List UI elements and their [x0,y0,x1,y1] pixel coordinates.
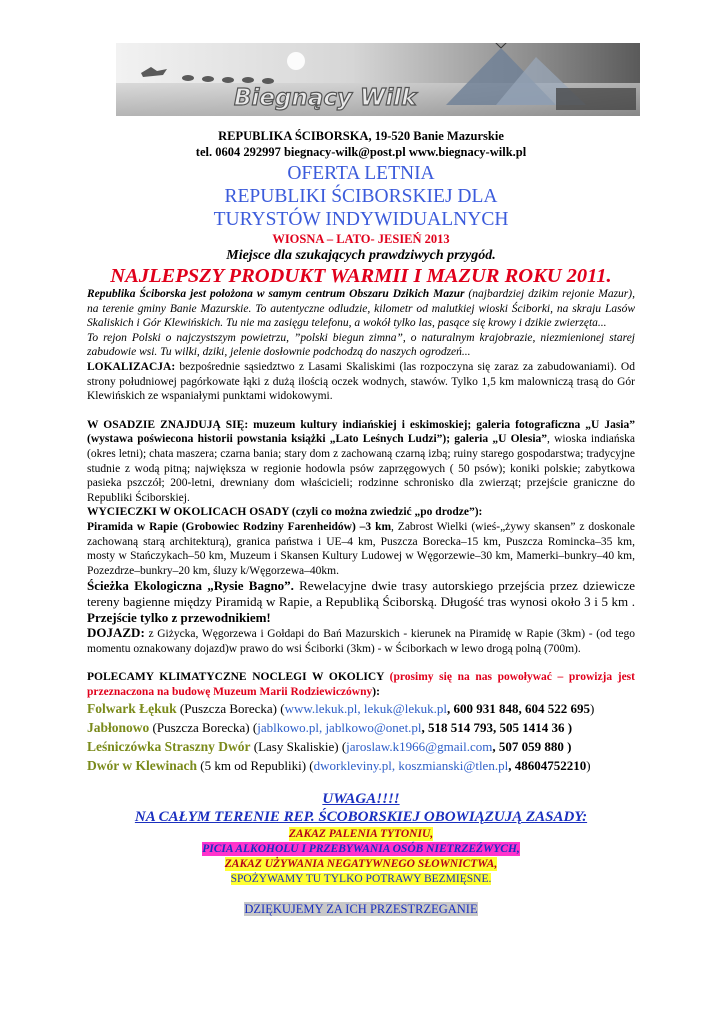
eco-path-title: Ścieżka Ekologiczna „Rysie Bagno”. [87,578,294,594]
directions-text: z Giżycka, Węgorzewa i Gołdapi do Bań Mazurskich - kierunek na Piramidę w Rapie (3km) - (od tego momentu oznakowany dojazd)w prawo do wsi Ściborki (3km) - w Ściborkach w lewo drogą polną (700m). [87,628,635,655]
lodging-link[interactable]: jaroslaw.k1966@gmail.com [346,738,493,754]
intro-paragraph [87,287,635,331]
lodging-item [87,757,635,776]
motto: Miejsce dla szukających prawdziwych przygód. [226,248,496,263]
lodging-phone: , 518 514 793, 505 1414 36 ) [421,719,573,735]
lodging-place: (Puszcza Borecka) ( [176,700,285,716]
pyramid-lead: Piramida w Rapie (Grobowiec Rodziny Farenheidów) –3 km [87,520,392,533]
settlement-lead: W OSADZIE ZNAJDUJĄ SIĘ: muzeum kultury indiańskiej i eskimoskiej; galeria fotograficzna „U Jasia” (wystawa poświecona historii powstania książki „Lato Leśnych Ludzi”); galeria „U Olesia” [87,418,635,446]
location-text: bezpośrednie sąsiedztwo z Lasami Skaliskimi (las rozpoczyna się zaraz za zabudowaniami). Od strony południowej pagórkowate łąki z dużą ilością oczek wodnych, stawów. Tylko 1,5 km malowniczą trasą do Gór Klewińskich ze wspaniałymi punktami widokowymi. [87,360,635,403]
lodging-phone: , 48604752210 [508,757,587,773]
contact-line: tel. 0604 292997 biegnacy-wilk@post.pl www.biegnacy-wilk.pl [195,145,527,159]
directions-label: DOJAZD: [87,625,145,641]
eco-path-text: Rewelacyjne dwie trasy autorskiego przejścia przez dziewicze tereny bagienne między Piramidą w Rapie, a Republiką Ściborską. Długość tras wynosi około 3 i 5 km . [87,578,635,610]
offer-title-line3: TURYSTÓW INDYWIDUALNYCH [213,209,509,230]
lodging-place: (Puszcza Borecka) ( [149,719,258,735]
settlement-paragraph [87,418,635,506]
logo-text: Biegnący Wilk [234,85,417,111]
rule-item [87,871,635,886]
lodging-name: Leśniczówka Straszny Dwór [87,738,251,754]
lodging-place: (Lasy Skaliskie) ( [250,738,347,754]
lodging-name: Folwark Łękuk [87,700,177,716]
rule-no-alcohol: PICIA ALKOHOLU I PRZEBYWANIA OSÓB NIETRZEŹWYCH, [202,842,520,855]
award-headline: NAJLEPSZY PRODUKT WARMII I MAZUR ROKU 2011. [110,265,612,287]
lodging-item [87,700,635,719]
lodging-item [87,738,635,757]
header-banner [116,43,640,116]
banner-image [116,43,640,116]
season-line: WIOSNA – LATO- JESIEŃ 2013 [272,232,450,246]
settlement-text: , wioska indiańska (okres letni); chata maszera; czarna bania; stary dom z zachowaną czarną izbą; ruiny starego gospodarstwa; tradycyjne studnie z wodą pitną; największa w regionie hodowla psów zaprzęgowych ( 50 psów); koniki polskie; zabytkowa pasieka pszczół; 200-letni, drewniany dom właścicieli; rodzinne schronisko dla zwierząt; przejście graniczne do Republiki Ściborskiej. [87,433,635,504]
trips-text: , Zabrost Wielki (wieś-„żywy skansen” z doskonale zachowaną starą architekturą), granica państwa i UE–4 km, Puszcza Borecka–15 km, Puszcza Romincka–35 km, mosty w Stańczykach–50 km, Muzeum i Skansen Kultury Ludowej w Węgorzewie–30 km, Mamerki–bunkry–40 km, Pozezdrze–bunkry–20 km, śluzy k/Węgorzewa–40km. [87,520,635,577]
rule-item [87,841,635,856]
address-line: REPUBLIKA ŚCIBORSKA, 19-520 Banie Mazurskie [218,129,504,143]
document-body [87,128,635,918]
lodging-place: (5 km od Republiki) ( [197,757,314,773]
eco-path-paragraph [87,578,635,626]
lodging-item [87,719,635,738]
thanks-text: DZIĘKUJEMY ZA ICH PRZESTRZEGANIE [244,901,478,916]
lodging-close: ) [586,757,591,773]
lodging-phone: , 507 059 880 ) [492,738,572,754]
offer-title: OFERTA LETNIA [287,163,435,184]
thanks-line [87,900,635,918]
warning-title: UWAGA!!!! [322,790,400,807]
lodging-note: (prosimy się na nas powoływać – prowizja jest przeznaczona na budowę Muzeum Marii Rodziewiczówny [87,671,635,699]
intro-text: (najbardziej dzikim rejonie Mazur), na terenie gminy Banie Mazurskie. To autentyczne odludzie, kilometr od malutkiej wioski Ściborki, na skraju Lasów Skaliskich i Gór Klewińskich. Tu nie ma zasięgu telefonu, a wokół tylko las, pasące się krowy i dzikie zwierzęta... [87,288,635,330]
lodging-phone: , 600 931 848, 604 522 695 [447,700,590,716]
guide-required: Przejście tylko z przewodnikiem! [87,610,271,626]
lodging-heading [87,670,635,699]
directions-paragraph [87,626,635,656]
rule-no-swearing: ZAKAZ UŻYWANIA NEGATYWNEGO SŁOWNICTWA, [224,857,498,870]
lodging-link[interactable]: dworkleviny.pl, koszmianski@tlen.pl [313,757,509,773]
trips-paragraph [87,520,635,578]
location-paragraph [87,360,635,404]
offer-title-line2: REPUBLIKI ŚCIBORSKIEJ DLA [224,186,498,207]
rule-no-smoking: ZAKAZ PALENIA TYTONIU, [288,827,434,840]
climate-paragraph: To rejon Polski o najczystszym powietrzu, ”polski biegun zimna”, o naturalnym krajobrazie, niezmienionej starej zabudowie wsi. Tu wilki, dziki, jelenie dosłownie podchodzą do naszych ogrodzeń... [87,331,635,359]
rule-item [87,826,635,841]
lodging-close: ) [590,700,595,716]
lodging-note-end: ): [372,686,380,699]
intro-lead: Republika Ściborska jest położona w samym centrum Obszaru Dzikich Mazur [87,288,465,300]
location-label: LOKALIZACJA: [87,360,176,373]
lodging-title: POLECAMY KLIMATYCZNE NOCLEGI W OKOLICY [87,671,385,684]
lodging-link[interactable]: www.lekuk.pl, lekuk@lekuk.pl [284,700,447,716]
trips-heading: WYCIECZKI W OKOLICACH OSADY (czyli co można zwiedzić „po drodze”): [87,506,483,519]
rule-item [87,856,635,871]
lodging-name: Dwór w Klewinach [87,757,197,773]
lodging-link[interactable]: jablkowo.pl, jablkowo@onet.pl [257,719,422,735]
lodging-name: Jabłonowo [87,719,150,735]
rule-vegetarian: SPOŻYWAMY TU TYLKO POTRAWY BEZMIĘSNE. [230,872,492,885]
rules-headline: NA CAŁYM TERENIE REP. ŚCOBORSKIEJ OBOWIĄZUJĄ ZASADY: [134,808,588,825]
